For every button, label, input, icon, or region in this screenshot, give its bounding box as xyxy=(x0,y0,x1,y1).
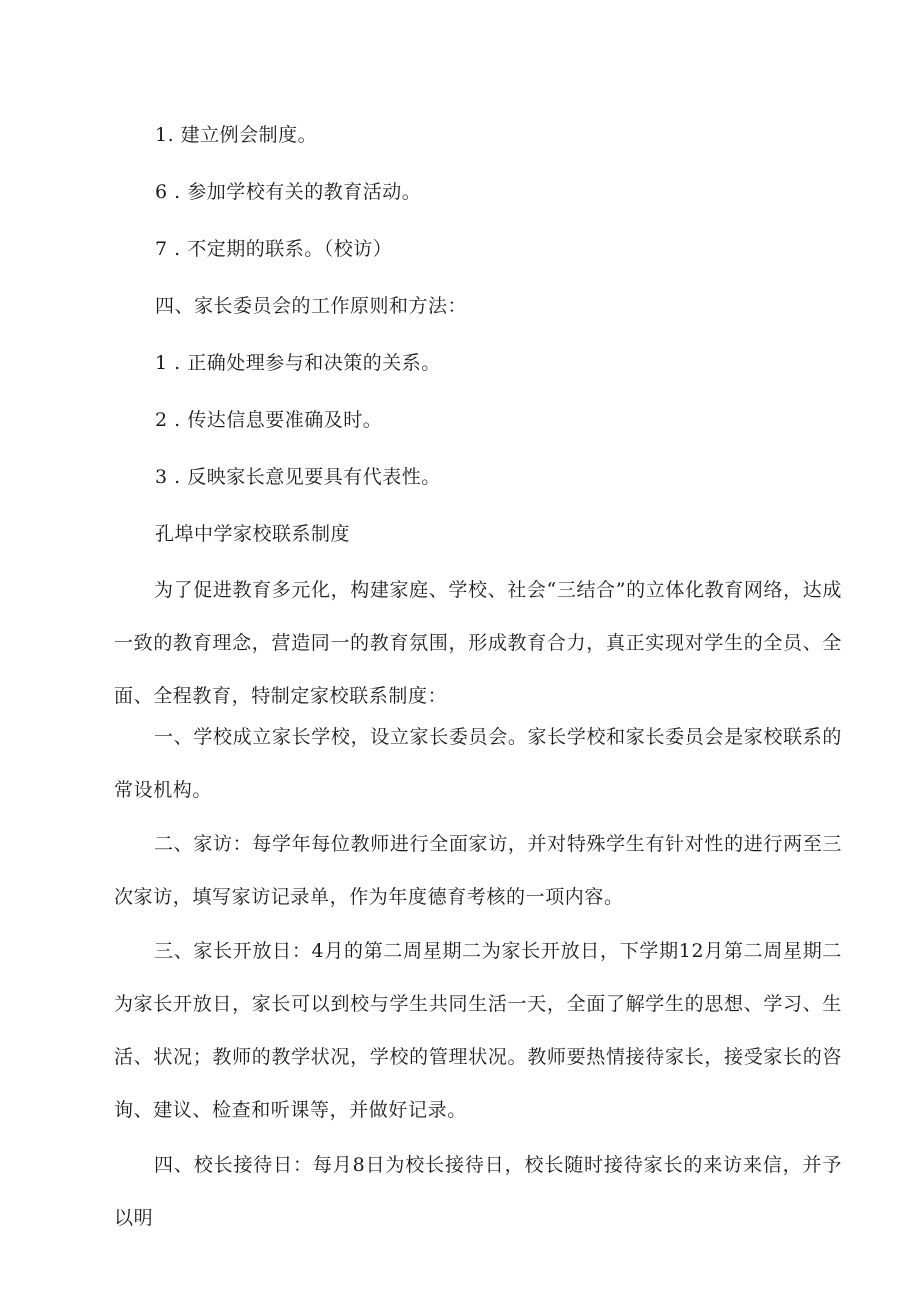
list-item: 3 . 反映家长意见要具有代表性。 xyxy=(155,466,441,488)
document-title: 孔埠中学家校联系制度 xyxy=(155,523,351,545)
list-item: 7 . 不定期的联系。（校访） xyxy=(155,238,393,260)
item-paragraph: 四、校长接待日：每月8日为校长接待日，校长随时接待家长的来访来信，并予以明 xyxy=(114,1154,842,1229)
item-paragraph: 二、家访：每学年每位教师进行全面家访，并对特殊学生有针对性的进行两至三次家访，填写家访记录单，作为年度德育考核的一项内容。 xyxy=(114,833,842,908)
item-paragraph: 一、学校成立家长学校，设立家长委员会。家长学校和家长委员会是家校联系的常设机构。 xyxy=(114,726,842,801)
list-item: 2 . 传达信息要准确及时。 xyxy=(155,409,383,431)
intro-paragraph: 为了促进教育多元化，构建家庭、学校、社会“三结合”的立体化教育网络，达成一致的教育理念，营造同一的教育氛围，形成教育合力，真正实现对学生的全员、全面、全程教育，特制定家校联系制度： xyxy=(114,579,842,707)
list-item: 1 . 正确处理参与和决策的关系。 xyxy=(155,352,441,374)
section-heading: 四、家长委员会的工作原则和方法： xyxy=(155,295,468,317)
list-item: 1. 建立例会制度。 xyxy=(155,124,318,146)
list-item: 6 . 参加学校有关的教育活动。 xyxy=(155,181,422,203)
item-paragraph: 三、家长开放日：4月的第二周星期二为家长开放日，下学期12月第二周星期二为家长开放日，家长可以到校与学生共同生活一天，全面了解学生的思想、学习、生活、状况；教师的教学状况，学校的管理状况。教师要热情接待家长，接受家长的咨询、建议、检查和听课等，并做好记录。 xyxy=(114,940,842,1121)
